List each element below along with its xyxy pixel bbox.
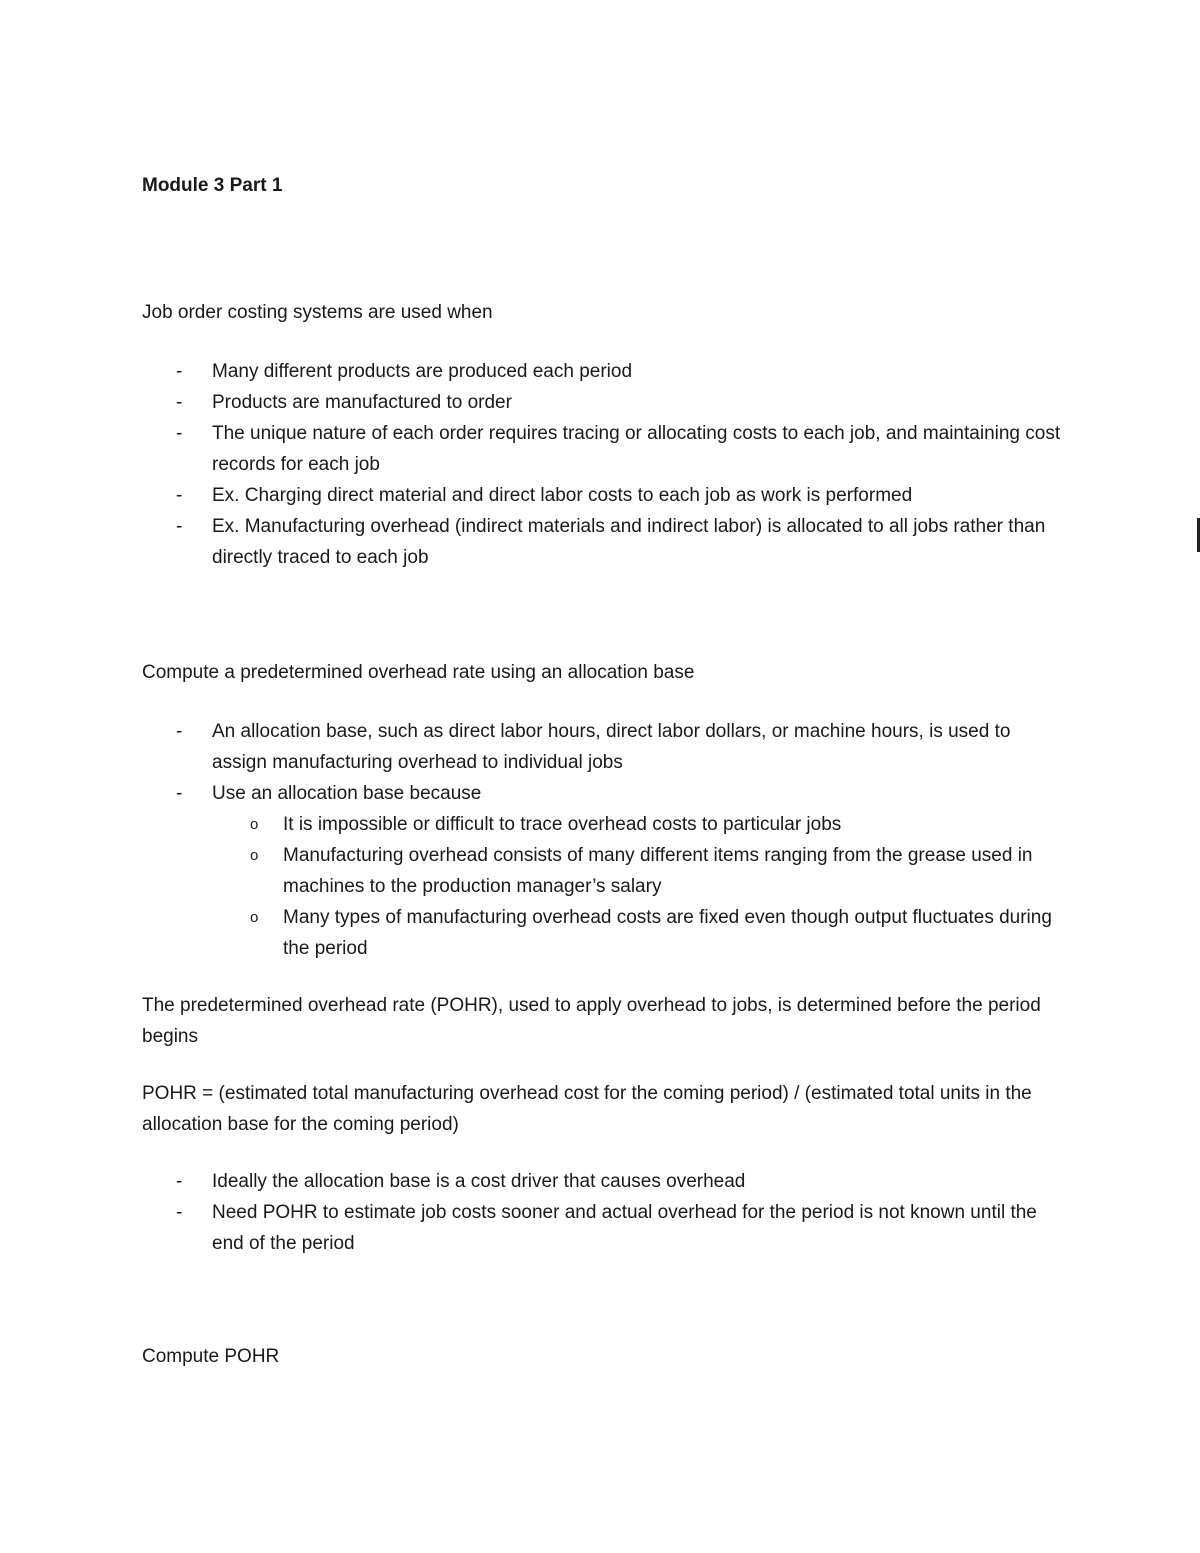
sub-list-item: o Manufacturing overhead consists of many different items ranging from the grease used in machines to the production manager’s salary: [212, 840, 1062, 902]
list-item: - The unique nature of each order requires tracing or allocating costs to each job, and maintaining cost records for each job: [142, 418, 1062, 480]
list-item: - Ex. Charging direct material and direct labor costs to each job as work is performed: [142, 480, 1062, 511]
section1-intro: Job order costing systems are used when: [142, 302, 493, 323]
list-item: - Need POHR to estimate job costs sooner and actual overhead for the period is not known until the end of the period: [142, 1197, 1062, 1259]
list-item: [142, 778, 1062, 964]
sub-list-item: o Many types of manufacturing overhead costs are fixed even though output fluctuates during the period: [212, 902, 1062, 964]
list-item: - Ex. Manufacturing overhead (indirect materials and indirect labor) is allocated to all jobs rather than directly traced to each job: [142, 511, 1062, 573]
list-item: - An allocation base, such as direct labor hours, direct labor dollars, or machine hours, is used to assign manufacturing overhead to individual jobs: [142, 716, 1062, 778]
section1-list: [142, 356, 1062, 573]
pohr-formula: POHR = (estimated total manufacturing overhead cost for the coming period) / (estimated total units in the allocation base for the coming period): [142, 1083, 1032, 1135]
list-item: - Ideally the allocation base is a cost driver that causes overhead: [142, 1166, 1062, 1197]
section4-heading: Compute POHR: [142, 1346, 280, 1367]
list-item: - Products are manufactured to order: [142, 387, 1062, 418]
page-title: Module 3 Part 1: [142, 175, 283, 196]
sub-list-item: o It is impossible or difficult to trace overhead costs to particular jobs: [212, 809, 1062, 840]
document-body: [142, 170, 1062, 1372]
list-item-label: Use an allocation base because: [212, 783, 482, 804]
sub-list: [212, 809, 1062, 964]
pohr-definition: The predetermined overhead rate (POHR), used to apply overhead to jobs, is determined before the period begins: [142, 995, 1041, 1047]
list-item: - Many different products are produced each period: [142, 356, 1062, 387]
section3-list: [142, 1166, 1062, 1259]
section2-heading: Compute a predetermined overhead rate using an allocation base: [142, 662, 695, 683]
section2-list: [142, 716, 1062, 964]
